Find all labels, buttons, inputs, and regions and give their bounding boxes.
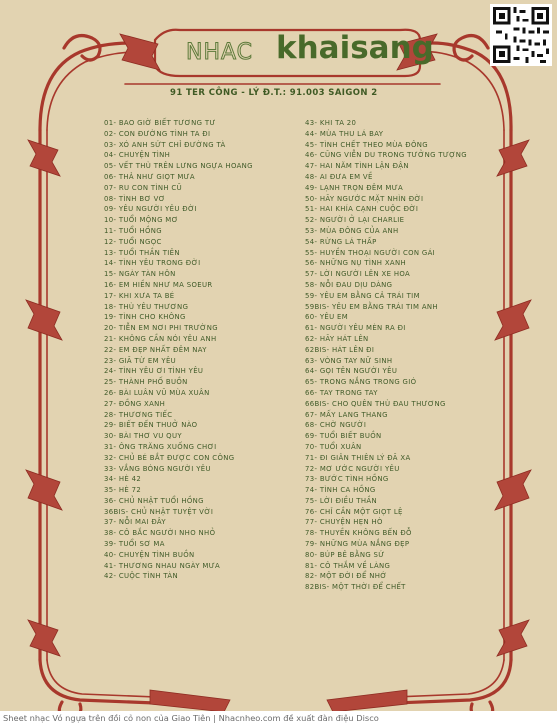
song-list-item: 18- THÙ YÊU THƯƠNG bbox=[104, 302, 189, 311]
song-list-item: 26- BÀI LUÂN VŨ MÙA XUÂN bbox=[104, 388, 210, 397]
song-list-item: 08- TÌNH BƠ VƠ bbox=[104, 194, 166, 203]
song-list-item: 14- TÌNH YÊU TRONG ĐỜI bbox=[104, 259, 201, 268]
song-list-item: 25- THÀNH PHỐ BUỒN bbox=[104, 378, 188, 387]
song-list-item: 40- CHUYỆN TÌNH BUỒN bbox=[104, 550, 195, 559]
song-list-item: 11- TUỔI HỒNG bbox=[104, 226, 162, 235]
song-list-item: 03- XÓ ANH SỬT CHỈ ĐƯỜNG TÀ bbox=[104, 140, 226, 149]
song-list-item: 06- THẢ NHƯ GIỌT MƯA bbox=[104, 172, 195, 181]
song-list-item: 29- BIẾT ĐẾN THUỞ NÀO bbox=[104, 421, 198, 430]
song-list-item: 66BIS- CHO QUÊN THÙ ĐAU THƯƠNG bbox=[305, 399, 446, 408]
song-list-item: 42- CUỘC TÌNH TÀN bbox=[104, 572, 178, 581]
publisher-address: 91 TER CÔNG - LÝ Đ.T.: 91.003 SAIGON 2 bbox=[170, 88, 378, 98]
song-list-item: 52- NGƯỜI Ở LẠI CHARLIE bbox=[305, 216, 405, 225]
watermark-caption: Sheet nhạc Vó ngựa trên đồi cỏ non của Giao Tiên | Nhacnheo.com đề xuất đàn điệu Disco bbox=[0, 711, 557, 726]
song-list-item: 43- KHI TA 20 bbox=[305, 119, 357, 127]
song-list-item: 48- AI ĐƯA EM VỀ bbox=[305, 172, 373, 181]
song-list-item: 75- LỜI ĐIỀU THẦN bbox=[305, 496, 377, 505]
song-list-item: 69- TUỔI BIẾT BUỒN bbox=[305, 432, 382, 441]
song-list-item: 61- NGƯỜI YÊU MÈN RA ĐI bbox=[305, 324, 406, 333]
song-list-item: 02- CON ĐƯỜNG TÌNH TA ĐI bbox=[104, 129, 211, 138]
song-list-item: 80- BÚP BÊ BẰNG SỨ bbox=[305, 550, 385, 559]
song-list-item: 68- CHỜ NGƯỜI bbox=[305, 421, 367, 430]
song-list-item: 78- THUYỀN KHÔNG BẾN ĐỖ bbox=[305, 529, 412, 538]
song-list-item: 10- TUỔI MỘNG MƠ bbox=[104, 216, 179, 225]
song-list-item: 62- HÃY HÁT LÊN bbox=[305, 334, 369, 343]
song-list-item: 45- TÌNH CHẾT THEO MÙA ĐÔNG bbox=[305, 140, 428, 149]
song-list-item: 38- CÔ BẮC NGƯỜI NHO NHỎ bbox=[104, 529, 216, 538]
song-list-item: 19- TÌNH CHO KHÔNG bbox=[104, 313, 186, 322]
song-list-item: 47- HAI NĂM TÌNH LẬN ĐẬN bbox=[305, 162, 409, 171]
song-list-item: 12- TUỔI NGỌC bbox=[104, 237, 162, 246]
song-list-item: 01- BAO GIỜ BIẾT TƯƠNG TƯ bbox=[104, 119, 216, 127]
song-list-item: 22- EM ĐẸP NHẤT ĐÊM NAY bbox=[104, 345, 207, 354]
song-list-item: 44- MÙA THU LÁ BAY bbox=[305, 129, 384, 138]
song-list-item: 53- MÙA ĐÔNG CỦA ANH bbox=[305, 226, 399, 235]
song-list-item: 79- NHỮNG MÙA NẮNG ĐẸP bbox=[305, 540, 410, 549]
song-list-item: 74- TÌNH CA HỒNG bbox=[305, 486, 376, 495]
song-list-item: 33- VẮNG BÓNG NGƯỜI YÊU bbox=[104, 464, 211, 473]
song-list-item: 66- TAY TRONG TAY bbox=[305, 388, 378, 397]
song-list-item: 34- HÈ 42 bbox=[104, 475, 142, 484]
song-list-item: 30- BÀI THƠ VU QUY bbox=[104, 432, 182, 441]
qr-code-icon bbox=[490, 4, 552, 66]
song-list-item: 57- LỜI NGƯỜI LÊN XE HOA bbox=[305, 270, 411, 279]
song-list-item: 63- VÒNG TAY NỮ SINH bbox=[305, 356, 393, 365]
song-list-item: 67- MẤY LANG THANG bbox=[305, 410, 388, 419]
song-list-item: 28- THƯƠNG TIẾC bbox=[104, 410, 173, 419]
song-list-item: 32- CHỦ BÉ BẮT ĐƯỢC CON CÔNG bbox=[104, 453, 235, 462]
song-list-item: 82- MỘT ĐỜI ĐỂ NHỚ bbox=[305, 572, 387, 581]
song-list-item: 56- NHỮNG NỤ TÌNH XANH bbox=[305, 259, 407, 268]
song-list-item: 59- YÊU EM BẰNG CẢ TRÁI TIM bbox=[305, 291, 420, 300]
song-list-item: 35- HÈ 72 bbox=[104, 486, 142, 495]
song-list-item: 39- TUỔI SƠ MA bbox=[104, 540, 165, 549]
song-list-item: 71- ĐI GIÂN THIÊN LÝ ĐÃ XA bbox=[305, 453, 411, 462]
song-list-item: 62BIS- HÁT LÊN ĐI bbox=[305, 345, 375, 354]
song-list-item: 54- RỪNG LÁ THẤP bbox=[305, 237, 377, 246]
song-list-item: 23- GIÃ TỪ EM YÊU bbox=[104, 356, 177, 365]
song-list-item: 55- HUYỀN THOẠI NGƯỜI CON GÁI bbox=[305, 248, 436, 257]
song-list-item: 27- ĐỒNG XANH bbox=[104, 399, 166, 408]
song-list-item: 70- TUỔI XUÂN bbox=[305, 442, 362, 451]
song-list-item: 16- EM HIỀN NHƯ MA SOEUR bbox=[104, 280, 213, 289]
logo-nhac: NHAC bbox=[186, 40, 254, 65]
logo-brand: khaisang bbox=[276, 30, 434, 66]
song-list-item: 65- TRONG NẮNG TRONG GIÓ bbox=[305, 378, 417, 387]
song-list-item: 50- HÃY NGƯỚC MẶT NHÌN ĐỜI bbox=[305, 194, 424, 203]
song-list-item: 15- NGÀY TÀN HÔN bbox=[104, 270, 176, 279]
song-list-item: 46- CŨNG VIỄN DU TRONG TƯỞNG TƯỢNG bbox=[305, 151, 467, 160]
song-list-item: 41- THƯƠNG NHAU NGÀY MƯA bbox=[104, 561, 221, 570]
song-list-item: 09- YÊU NGƯỜI YÊU ĐỜI bbox=[104, 205, 197, 214]
song-list-item: 21- KHÔNG CẦN NÓI YÊU ANH bbox=[104, 334, 217, 343]
song-list-item: 07- RU CON TÌNH CŨ bbox=[104, 183, 182, 192]
song-list-item: 72- MƠ ƯỚC NGƯỜI YÊU bbox=[305, 464, 400, 473]
song-list-right bbox=[305, 118, 467, 593]
song-list-item: 73- BƯỚC TÌNH HỒNG bbox=[305, 475, 389, 484]
song-list-item: 58- NỖI ĐAU DỊU DÀNG bbox=[305, 280, 393, 289]
song-list-item: 64- GỌI TÊN NGƯỜI YÊU bbox=[305, 367, 398, 376]
song-list-item: 05- VẾT THÙ TRÊN LƯNG NGỰA HOANG bbox=[104, 162, 253, 171]
song-list-item: 59BIS- YÊU EM BẰNG TRÁI TIM ANH bbox=[305, 302, 438, 311]
song-list-item: 24- TÌNH YÊU ƠI TÌNH YÊU bbox=[104, 367, 204, 376]
song-list-left bbox=[104, 118, 253, 582]
song-list-item: 76- CHỈ CẦN MỘT GIỌT LỆ bbox=[305, 507, 403, 516]
song-list-item: 51- HAI KHÍA CẠNH CUỘC ĐỜI bbox=[305, 205, 419, 214]
song-list-item: 04- CHUYỆN TÌNH bbox=[104, 151, 171, 160]
song-list-item: 36- CHỦ NHẬT TUỔI HỒNG bbox=[104, 496, 204, 505]
song-list-item: 82BIS- MỘT THỜI ĐỂ CHẾT bbox=[305, 583, 406, 592]
song-list-item: 81- CÔ THẮM VỀ LÀNG bbox=[305, 561, 391, 570]
song-list-item: 36BIS- CHỦ NHẬT TUYỆT VỜI bbox=[104, 507, 214, 516]
song-list-item: 17- KHI XƯA TA BÉ bbox=[104, 291, 175, 300]
song-list-item: 31- ÔNG TRĂNG XUỐNG CHƠI bbox=[104, 442, 217, 451]
song-list-item: 60- YÊU EM bbox=[305, 313, 349, 322]
song-list-item: 20- TIỄN EM NƠI PHI TRƯỜNG bbox=[104, 324, 218, 333]
song-list-item: 49- LẠNH TRỌN ĐÊM MƯA bbox=[305, 183, 404, 192]
song-list-item: 37- NỖI MAI ĐÂY bbox=[104, 518, 166, 527]
song-list-item: 13- TUỔI THẦN TIÊN bbox=[104, 248, 180, 257]
song-list-item: 77- CHUYỆN HẸN HÒ bbox=[305, 518, 383, 527]
